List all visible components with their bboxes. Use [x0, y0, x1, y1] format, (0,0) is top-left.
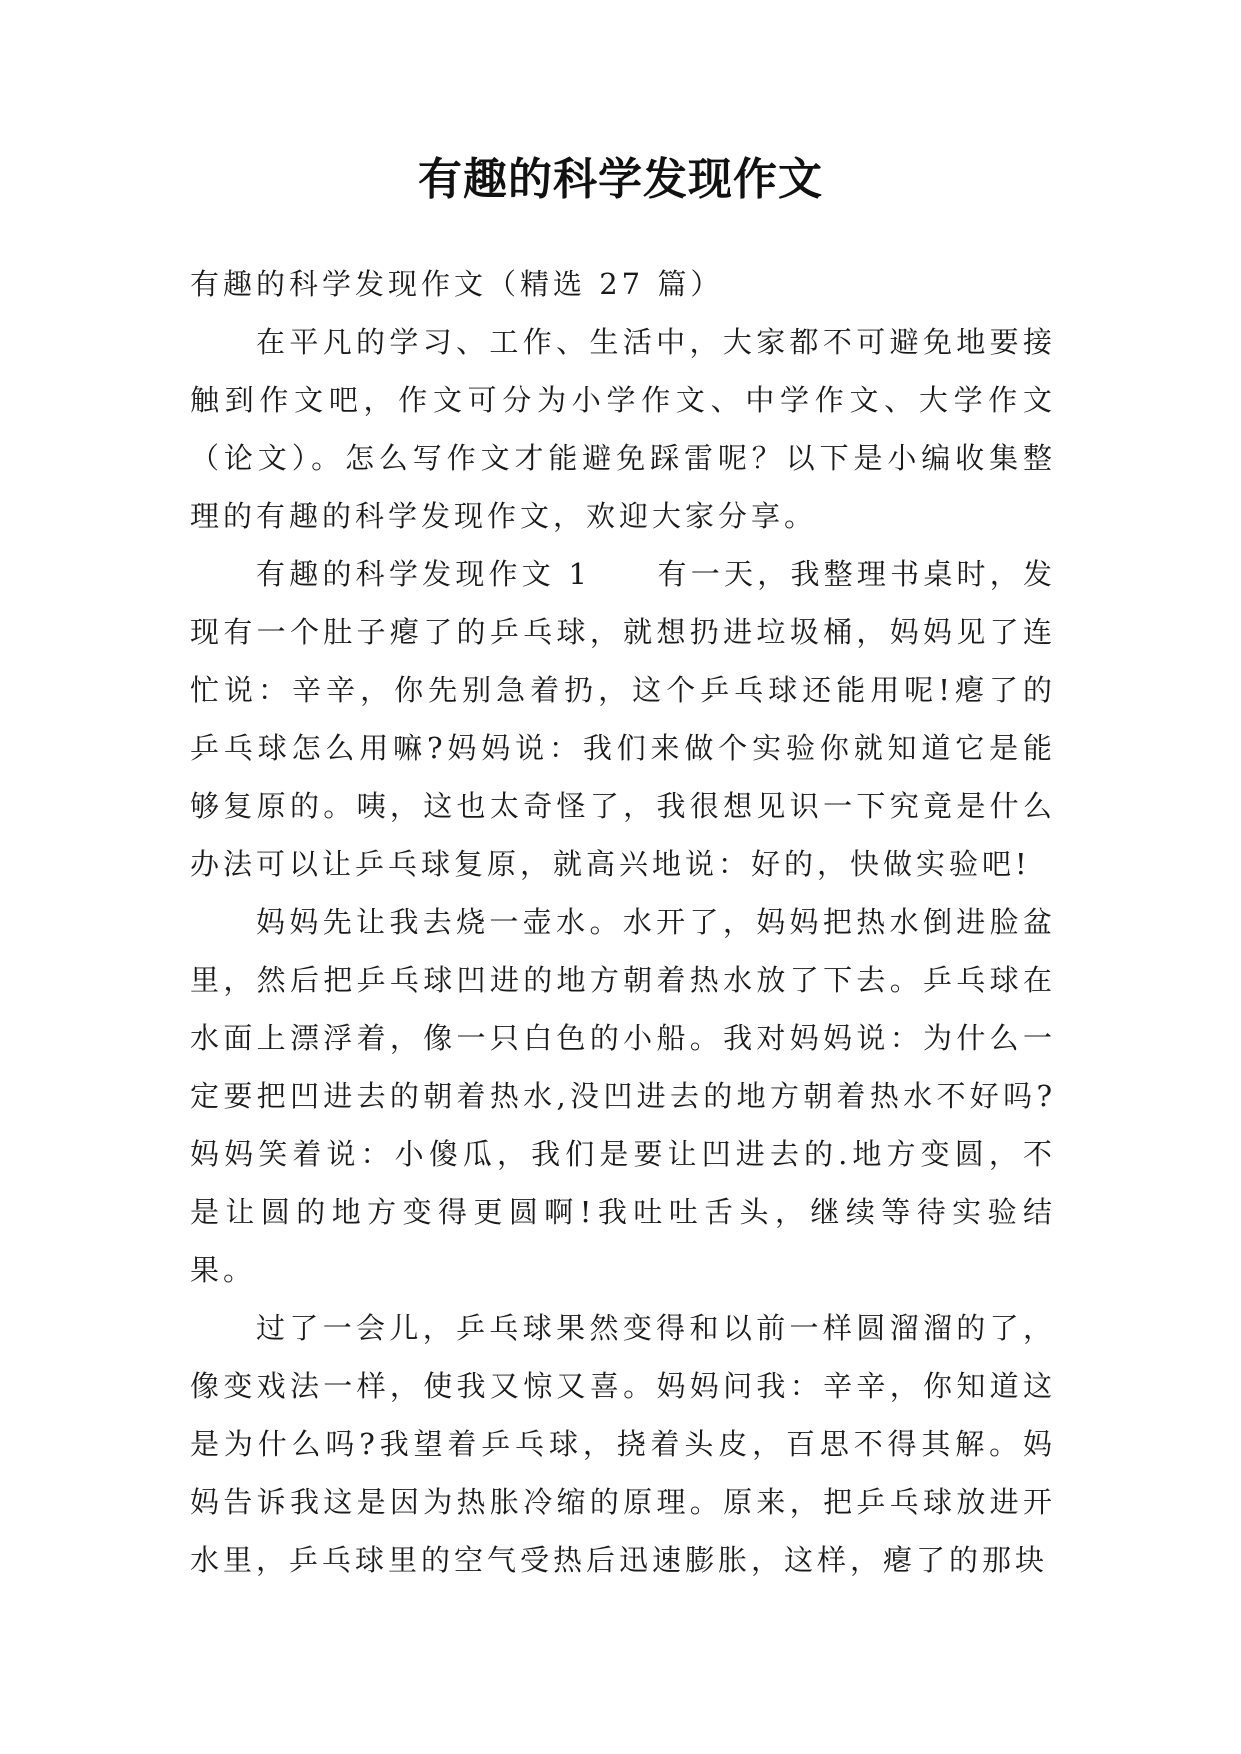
document-subtitle: 有趣的科学发现作文（精选 27 篇）: [190, 267, 724, 301]
paragraph-essay-1-opening: 有趣的科学发现作文 1 有一天，我整理书桌时，发现有一个肚子瘪了的乒乓球，就想扔进垃圾桶，妈妈见了连忙说：辛辛，你先别急着扔，这个乒乓球还能用呢!瘪了的乒乓球怎么用嘛?妈妈说：我们来做个实验你就知道它是能够复原的。咦，这也太奇怪了，我很想见识一下究竟是什么办法可以让乒乓球复原，就高兴地说：好的，快做实验吧!: [190, 557, 1056, 881]
paragraph-explanation: 过了一会儿，乒乓球果然变得和以前一样圆溜溜的了，像变戏法一样，使我又惊又喜。妈妈问我：辛辛，你知道这是为什么吗?我望着乒乓球，挠着头皮，百思不得其解。妈妈告诉我这是因为热胀冷缩的原理。原来，把乒乓球放进开水里，乒乓球里的空气受热后迅速膨胀，这样，瘪了的那块: [190, 1311, 1056, 1577]
paragraph-experiment: 妈妈先让我去烧一壶水。水开了，妈妈把热水倒进脸盆里，然后把乒乓球凹进的地方朝着热水放了下去。乒乓球在水面上漂浮着，像一只白色的小船。我对妈妈说：为什么一定要把凹进去的朝着热水,没凹进去的地方朝着热水不好吗?妈妈笑着说：小傻瓜，我们是要让凹进去的.地方变圆，不是让圆的地方变得更圆啊!我吐吐舌头，继续等待实验结果。: [190, 905, 1056, 1287]
document-title: 有趣的科学发现作文: [418, 154, 823, 205]
document-body: [190, 255, 1056, 1589]
paragraph-intro: 在平凡的学习、工作、生活中，大家都不可避免地要接触到作文吧，作文可分为小学作文、中学作文、大学作文（论文）。怎么写作文才能避免踩雷呢？以下是小编收集整理的有趣的科学发现作文，欢迎大家分享。: [190, 325, 1056, 533]
